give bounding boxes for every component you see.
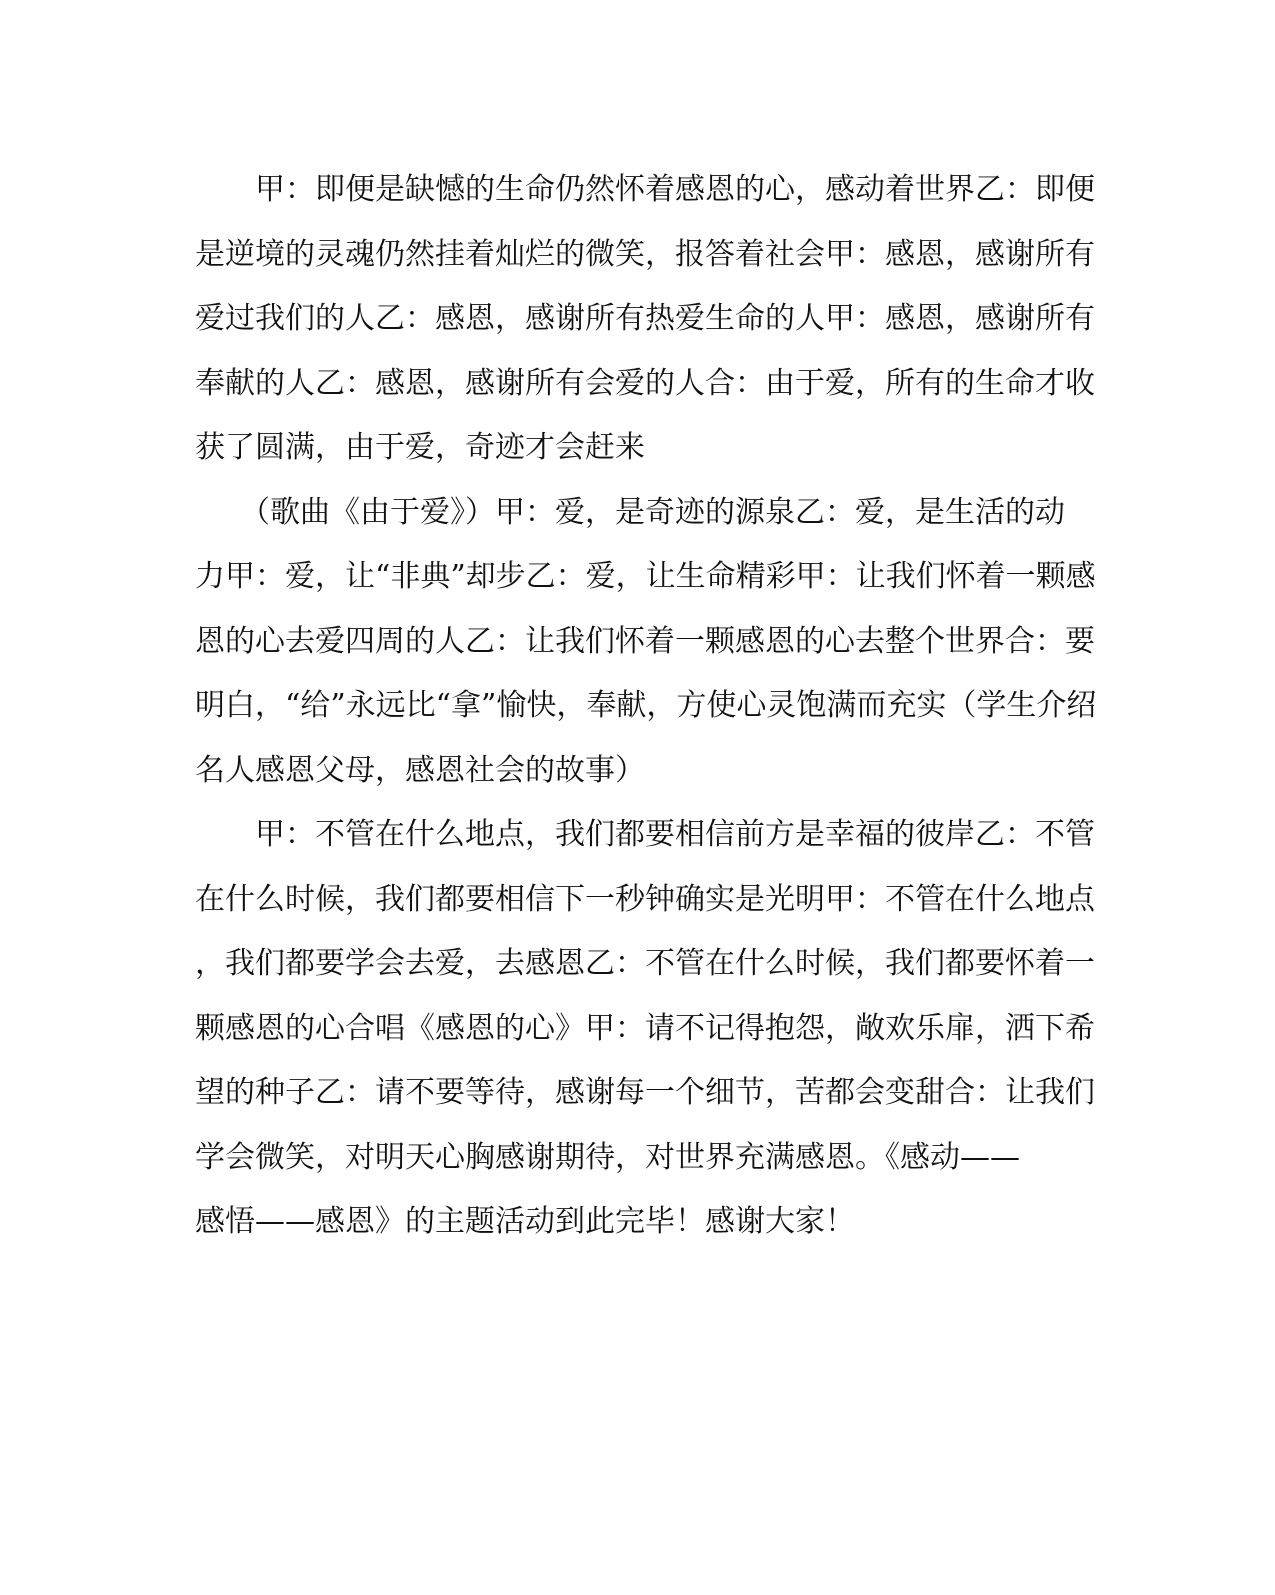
text-line: 恩的心去爱四周的人乙：让我们怀着一颗感恩的心去整个世界合：要: [195, 623, 1095, 659]
paragraph-2: [195, 481, 1097, 804]
text-line: （歌曲《由于爱》）甲：爱，是奇迹的源泉乙：爱，是生活的动: [195, 494, 1065, 530]
document-body: [195, 158, 1097, 1255]
text-line: 学会微笑，对明天心胸感谢期待，对世界充满感恩。《感动——: [195, 1139, 1020, 1175]
text-line: 甲：即便是缺憾的生命仍然怀着感恩的心，感动着世界乙：即便: [195, 172, 1095, 207]
text-line: 望的种子乙：请不要等待，感谢每一个细节，苦都会变甜合：让我们: [195, 1075, 1095, 1110]
paragraph-3: [195, 803, 1095, 1255]
text-line: 颗感恩的心合唱《感恩的心》甲：请不记得抱怨，敞欢乐扉，洒下希: [195, 1010, 1095, 1046]
text-line: 在什么时候，我们都要相信下一秒钟确实是光明甲：不管在什么地点: [195, 881, 1095, 917]
text-line: 力甲：爱，让“非典”却步乙：爱，让生命精彩甲：让我们怀着一颗感: [195, 559, 1096, 594]
text-line: 甲：不管在什么地点，我们都要相信前方是幸福的彼岸乙：不管: [195, 817, 1095, 852]
text-line: 感悟——感恩》的主题活动到此完毕！感谢大家！: [195, 1204, 855, 1239]
paragraph-1: [195, 158, 1095, 481]
text-line: 奉献的人乙：感恩，感谢所有会爱的人合：由于爱，所有的生命才收: [195, 365, 1095, 401]
text-line: 获了圆满，由于爱，奇迹才会赶来: [195, 430, 645, 465]
text-line: 是逆境的灵魂仍然挂着灿烂的微笑，报答着社会甲：感恩，感谢所有: [195, 236, 1095, 272]
text-line: 名人感恩父母，感恩社会的故事）: [195, 752, 645, 788]
text-line: 明白，“给”永远比“拿”愉快，奉献，方使心灵饱满而充实（学生介绍: [195, 688, 1097, 723]
text-line: ，我们都要学会去爱，去感恩乙：不管在什么时候，我们都要怀着一: [195, 946, 1095, 981]
text-line: 爱过我们的人乙：感恩，感谢所有热爱生命的人甲：感恩，感谢所有: [195, 301, 1095, 336]
